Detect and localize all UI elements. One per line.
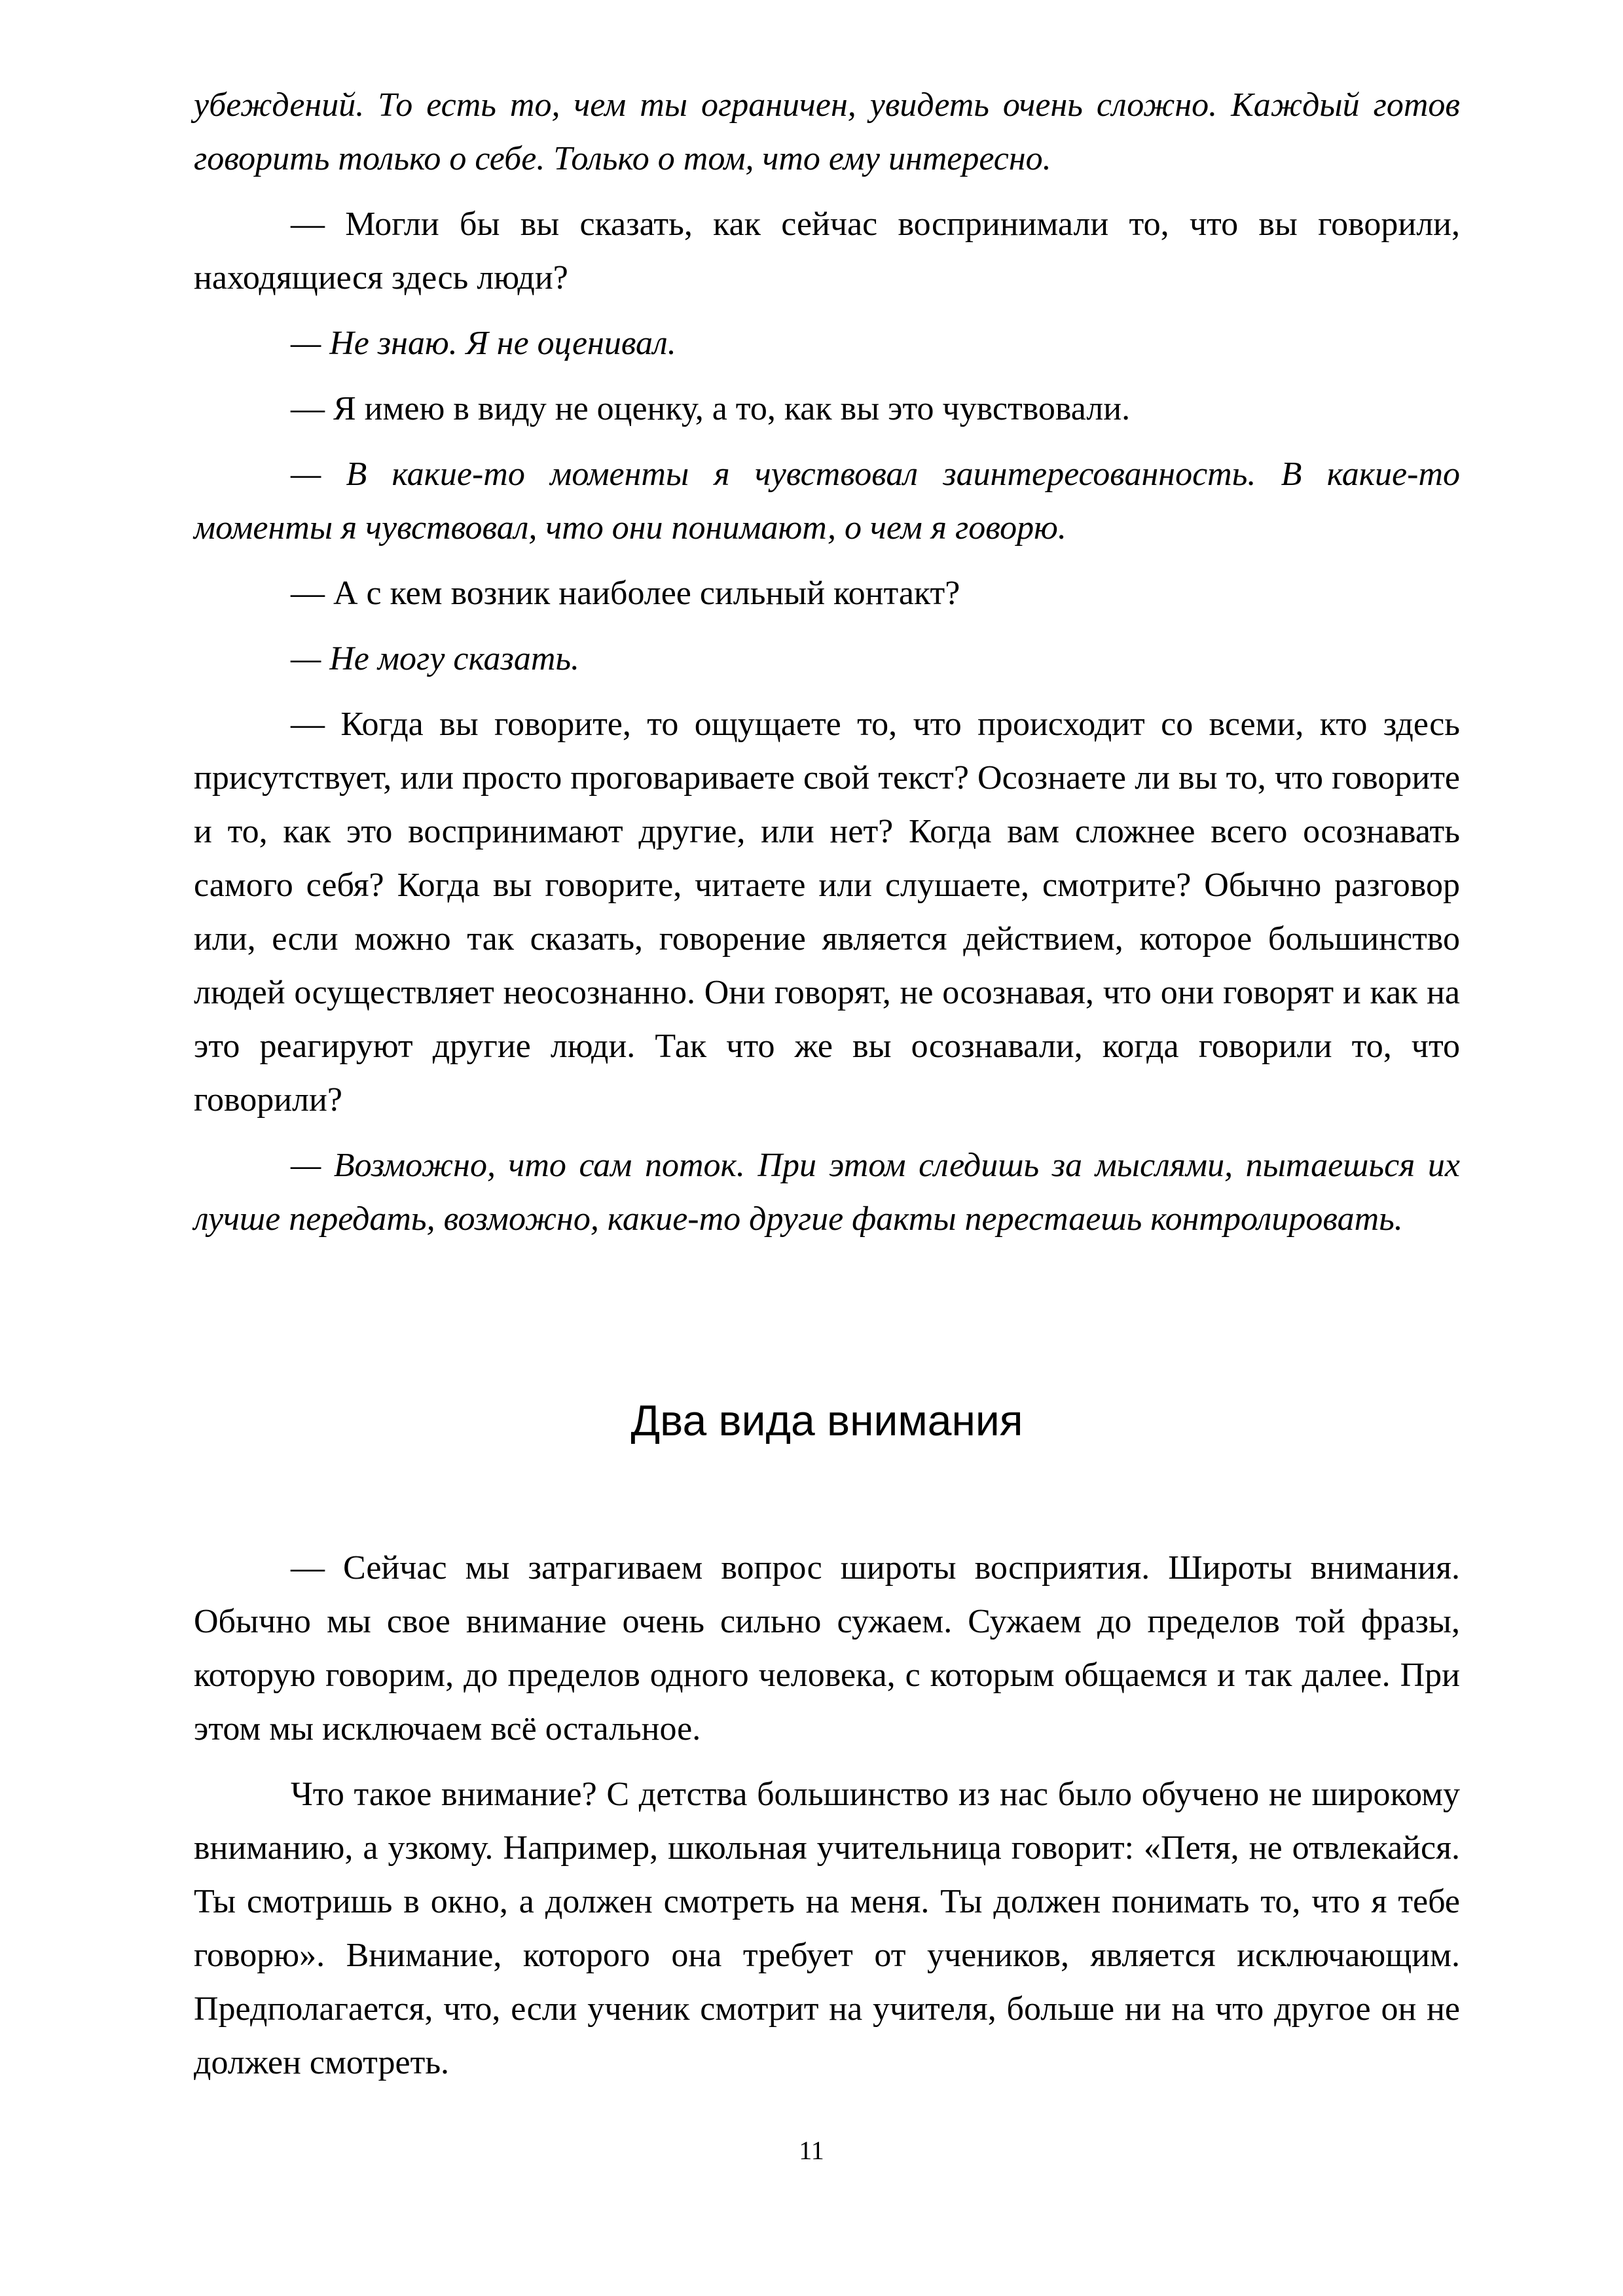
page-number: 11	[799, 2136, 824, 2165]
paragraph: — А с кем возник наиболее сильный контакт?	[291, 575, 960, 612]
section-heading: Два вида внимания	[630, 1396, 1023, 1444]
section-body	[194, 1541, 1460, 2102]
paragraph: — Возможно, что сам поток. При этом следишь за мыслями, пытаешься их лучше передать, возможно, какие-то другие факты перестаешь контролировать.	[194, 1147, 1460, 1238]
dialogue-section	[194, 79, 1460, 1258]
paragraph: — Я имею в виду не оценку, а то, как вы это чувствовали.	[291, 390, 1131, 427]
paragraph: — Не знаю. Я не оценивал.	[291, 325, 676, 362]
paragraph: — Не могу сказать.	[291, 640, 580, 677]
paragraph: убеждений. То есть то, чем ты ограничен, увидеть очень сложно. Каждый готов говорить только о себе. Только о том, что ему интересно.	[194, 86, 1460, 177]
paragraph: — Когда вы говорите, то ощущаете то, что происходит со всеми, кто здесь присутствует, или просто проговариваете свой текст? Осознаете ли вы то, что говорите и то, как это воспринимают другие, или нет? Когда вам сложнее всего осознавать самого себя? Когда вы говорите, читаете или слушаете, смотрите? Обычно разговор или, если можно так сказать, говорение является действием, которое большинство людей осуществляет неосознанно. Они говорят, не осознавая, что они говорят и как на это реагируют другие люди. Так что же вы осознавали, когда говорили то, что говорили?	[194, 706, 1460, 1119]
paragraph: — Сейчас мы затрагиваем вопрос широты восприятия. Широты внимания. Обычно мы свое внимание очень сильно сужаем. Сужаем до пределов той фразы, которую говорим, до пределов одного человека, с которым общаемся и так далее. При этом мы исключаем всё остальное.	[194, 1549, 1460, 1748]
paragraph: — В какие-то моменты я чувствовал заинтересованность. В какие-то моменты я чувствовал, что они понимают, о чем я говорю.	[194, 456, 1460, 547]
paragraph: — Могли бы вы сказать, как сейчас воспринимали то, что вы говорили, находящиеся здесь люди?	[194, 206, 1460, 296]
paragraph: Что такое внимание? С детства большинство из нас было обучено не широкому вниманию, а узкому. Например, школьная учительница говорит: «Петя, не отвлекайся. Ты смотришь в окно, а должен смотреть на меня. Ты должен понимать то, что я тебе говорю». Внимание, которого она требует от учеников, является исключающим. Предполагается, что, если ученик смотрит на учителя, больше ни на что другое он не должен смотреть.	[194, 1776, 1460, 2081]
